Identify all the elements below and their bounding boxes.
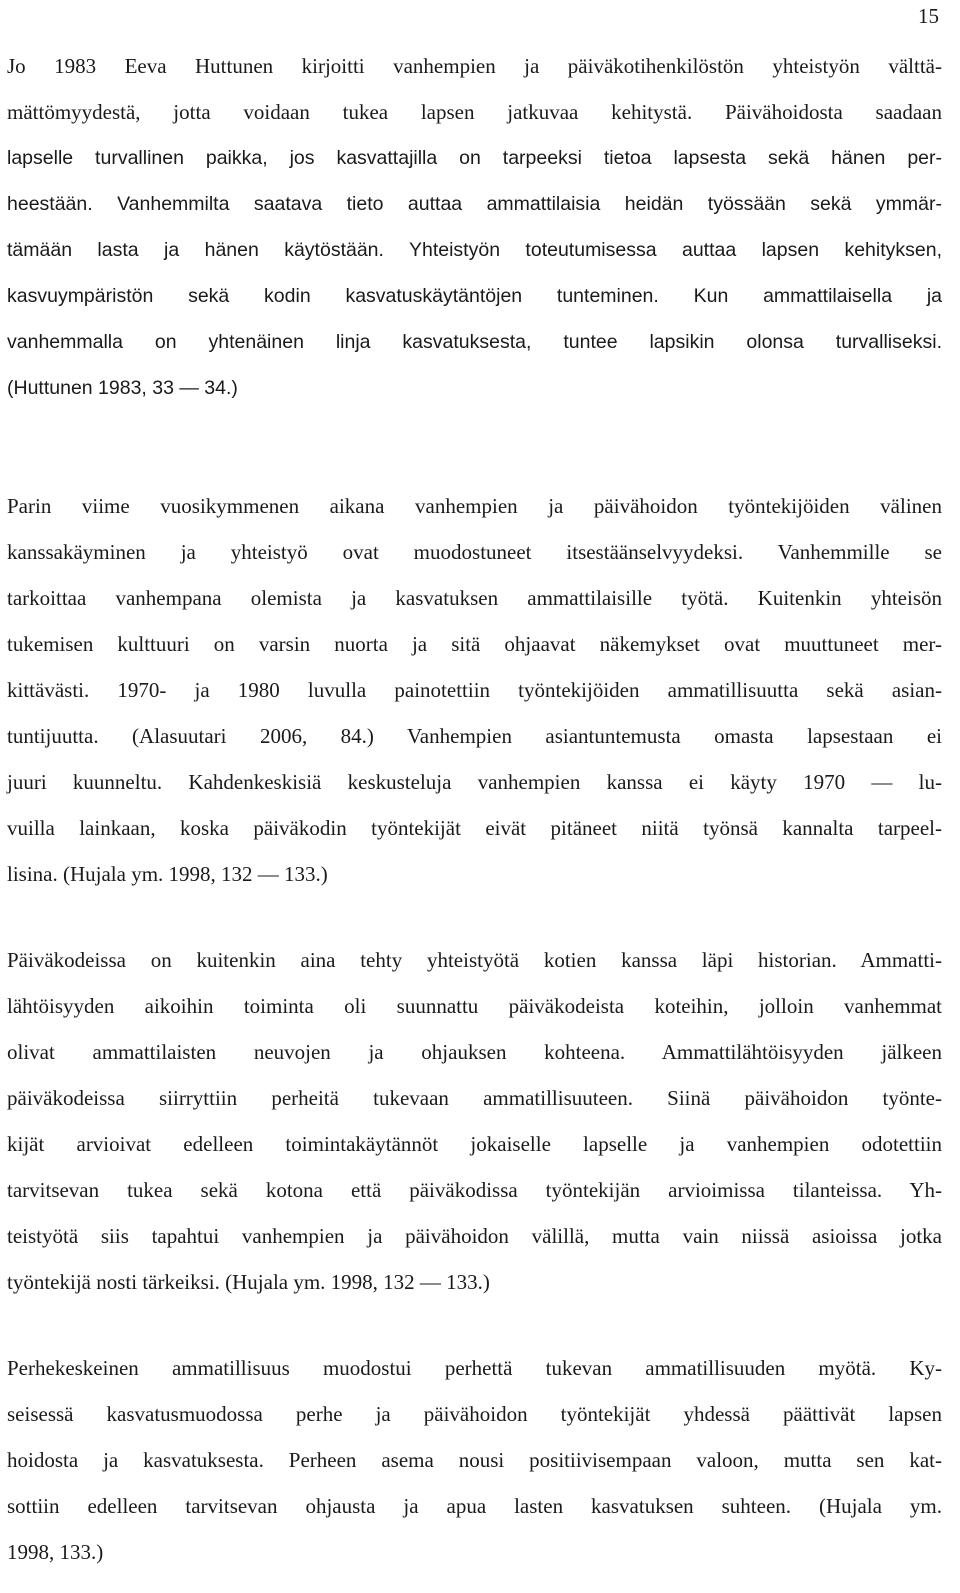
paragraph-line: Perhekeskeinen ammatillisuus muodostui perhettä tukevan ammatillisuuden myötä. Ky- — [7, 1356, 942, 1380]
paragraph-line: lähtöisyyden aikoihin toiminta oli suunnattu päiväkodeista koteihin, jolloin vanhemmat — [7, 994, 942, 1018]
paragraph-line: olivat ammattilaisten neuvojen ja ohjauksen kohteena. Ammattilähtöisyyden jälkeen — [7, 1040, 942, 1064]
paragraph-line: tuntijuutta. (Alasuutari 2006, 84.) Vanhempien asiantuntemusta omasta lapsestaan ei — [7, 724, 942, 748]
paragraph-line: Parin viime vuosikymmenen aikana vanhempien ja päivähoidon työntekijöiden välinen — [7, 494, 942, 518]
paragraph-line: päiväkodeissa siirryttiin perheitä tukevaan ammatillisuuteen. Siinä päivähoidon työnte- — [7, 1086, 942, 1110]
paragraph-line: kanssakäyminen ja yhteistyö ovat muodostuneet itsestäänselvyydeksi. Vanhemmille se — [7, 540, 942, 564]
paragraph-line: teistyötä siis tapahtui vanhempien ja päivähoidon välillä, mutta vain niissä asioissa jotka — [7, 1224, 942, 1248]
paragraph-line: kittävästi. 1970- ja 1980 luvulla painotettiin työntekijöiden ammatillisuutta sekä asian- — [7, 678, 942, 702]
paragraph-line: sottiin edelleen tarvitsevan ohjausta ja apua lasten kasvatuksen suhteen. (Hujala ym. — [7, 1494, 942, 1518]
paragraph-line: Jo 1983 Eeva Huttunen kirjoitti vanhempien ja päiväkotihenkilöstön yhteistyön välttä- — [7, 54, 942, 78]
paragraph-1 — [7, 43, 942, 411]
paragraph-line: työntekijä nosti tärkeiksi. (Hujala ym. 1998, 132 — 133.) — [7, 1270, 490, 1294]
paragraph-line: vuilla lainkaan, koska päiväkodin työntekijät eivät pitäneet niitä työnsä kannalta tarpeel- — [7, 816, 942, 840]
paragraph-line: kasvuympäristön sekä kodin kasvatuskäytäntöjen tunteminen. Kun ammattilaisella ja — [7, 285, 942, 307]
paragraph-line: lisina. (Hujala ym. 1998, 132 — 133.) — [7, 862, 328, 886]
paragraph-line: heestään. Vanhemmilta saatava tieto auttaa ammattilaisia heidän työssään sekä ymmär- — [7, 193, 942, 215]
paragraph-line: tukemisen kulttuuri on varsin nuorta ja sitä ohjaavat näkemykset ovat muuttuneet mer- — [7, 632, 942, 656]
paragraph-3 — [7, 937, 942, 1305]
paragraph-2 — [7, 483, 942, 897]
paragraph-line: tarkoittaa vanhempana olemista ja kasvatuksen ammattilaisille työtä. Kuitenkin yhteisön — [7, 586, 942, 610]
paragraph-line: (Huttunen 1983, 33 — 34.) — [7, 377, 238, 399]
paragraph-line: vanhemmalla on yhtenäinen linja kasvatuksesta, tuntee lapsikin olonsa turvalliseksi. — [7, 331, 942, 353]
paragraph-line: juuri kuunneltu. Kahdenkeskisiä keskusteluja vanhempien kanssa ei käyty 1970 — lu- — [7, 770, 942, 794]
paragraph-4 — [7, 1345, 942, 1575]
paragraph-line: tämään lasta ja hänen käytöstään. Yhteistyön toteutumisessa auttaa lapsen kehityksen, — [7, 239, 942, 261]
paragraph-line: lapselle turvallinen paikka, jos kasvattajilla on tarpeeksi tietoa lapsesta sekä hänen per- — [7, 147, 942, 169]
paragraph-line: 1998, 133.) — [7, 1540, 104, 1564]
paragraph-line: seisessä kasvatusmuodossa perhe ja päivähoidon työntekijät yhdessä päättivät lapsen — [7, 1402, 942, 1426]
paragraph-line: kijät arvioivat edelleen toimintakäytännöt jokaiselle lapselle ja vanhempien odotettiin — [7, 1132, 942, 1156]
paragraph-line: hoidosta ja kasvatuksesta. Perheen asema nousi positiivisempaan valoon, mutta sen kat- — [7, 1448, 942, 1472]
page-number: 15 — [918, 4, 939, 28]
paragraph-line: mättömyydestä, jotta voidaan tukea lapsen jatkuvaa kehitystä. Päivähoidosta saadaan — [7, 100, 942, 124]
paragraph-line: Päiväkodeissa on kuitenkin aina tehty yhteistyötä kotien kanssa läpi historian. Ammatti- — [7, 948, 942, 972]
paragraph-line: tarvitsevan tukea sekä kotona että päiväkodissa työntekijän arvioimissa tilanteissa. Yh- — [7, 1178, 942, 1202]
